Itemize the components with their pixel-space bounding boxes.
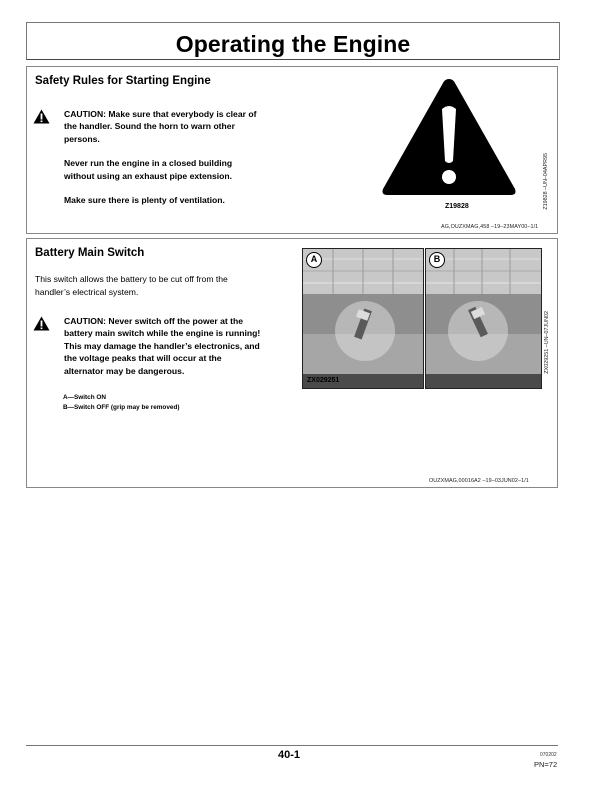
caution-line: CAUTION: Make sure that everybody is clear of xyxy=(64,109,257,119)
legend-item-b: B—Switch OFF (grip may be removed) xyxy=(63,403,180,411)
caution-line: CAUTION: Never switch off the power at the xyxy=(64,316,244,326)
footer-pn: PN=72 xyxy=(534,760,558,769)
photo-switch-off xyxy=(425,248,542,389)
caution-line: the voltage peaks that will occur at the xyxy=(64,353,222,364)
title-box xyxy=(26,22,560,60)
photo-switch-on xyxy=(302,248,424,389)
large-warning-triangle-icon xyxy=(379,75,519,199)
page-number: 40-1 xyxy=(278,749,301,761)
caution-text xyxy=(64,108,304,206)
intro-text xyxy=(35,273,295,298)
ventilation-line: Make sure there is plenty of ventilation. xyxy=(64,195,225,206)
photo-label-b: B xyxy=(429,252,445,268)
intro-line: This switch allows the battery to be cut off from the xyxy=(35,274,228,284)
reference-code: AG,OUZXMAG,458 –19–23MAY00–1/1 xyxy=(441,224,539,230)
section-title: Battery Main Switch xyxy=(35,247,145,259)
legend-item-a: A—Switch ON xyxy=(63,394,106,401)
section-title: Safety Rules for Starting Engine xyxy=(35,75,211,87)
photo-label-a: A xyxy=(306,252,322,268)
warning-icon xyxy=(33,316,50,331)
intro-line: handler’s electrical system. xyxy=(35,286,139,297)
caution-line: battery main switch while the engine is running! xyxy=(64,328,261,339)
figure-side-code: Z19828 –UN–04APR95 xyxy=(543,153,549,210)
caution-line: alternator may be dangerous. xyxy=(64,365,185,376)
section-safety-rules xyxy=(26,66,558,234)
legend xyxy=(63,393,179,412)
exhaust-line: without using an exhaust pipe extension. xyxy=(64,170,233,181)
section-battery-main-switch xyxy=(26,238,558,488)
reference-code: OUZXMAG,00016A2 –19–03JUN02–1/1 xyxy=(429,478,529,484)
footer-divider xyxy=(26,745,558,746)
figure-side-code: ZX029251 –UN–07JUN02 xyxy=(544,311,550,374)
footer-date: 070202 xyxy=(540,752,557,758)
figure-id: Z19828 xyxy=(445,203,469,210)
page-title: Operating the Engine xyxy=(175,31,411,57)
caution-line: the handler. Sound the horn to warn other xyxy=(64,121,235,132)
caution-line: This may damage the handler’s electronics, and xyxy=(64,340,260,351)
caution-line: persons. xyxy=(64,133,100,144)
figure-id: ZX029251 xyxy=(307,377,340,384)
exhaust-line: Never run the engine in a closed building xyxy=(64,158,233,169)
warning-icon xyxy=(33,109,50,124)
caution-text xyxy=(64,315,304,377)
